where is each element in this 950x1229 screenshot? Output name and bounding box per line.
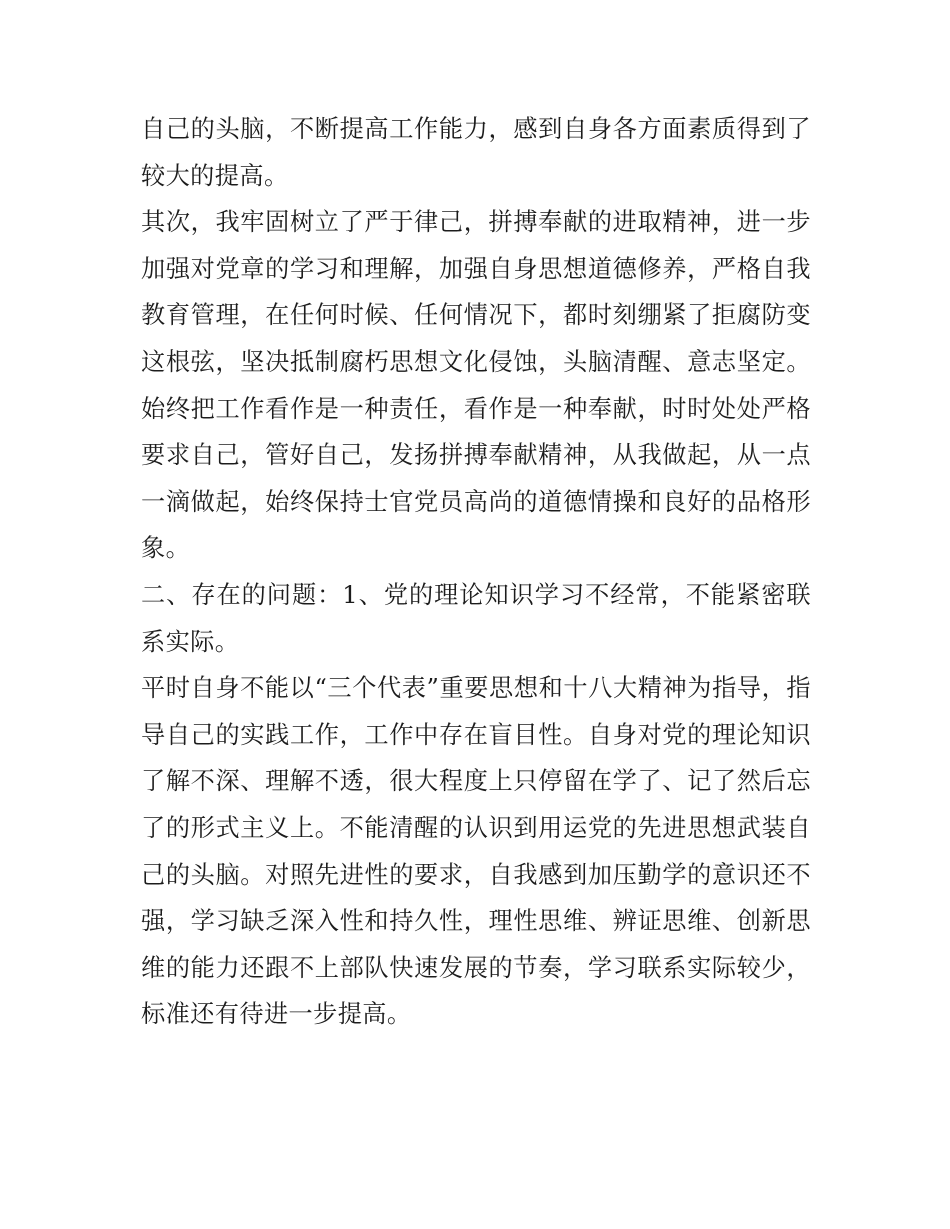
- text-line: 维的能力还跟不上部队快速发展的节奏，学习联系实际较少，: [141, 953, 811, 982]
- text-line: 标准还有待进一步提高。: [141, 1000, 412, 1029]
- text-line: 始终把工作看作是一种责任，看作是一种奉献，时时处处严格: [141, 394, 811, 423]
- text-line: 象。: [141, 534, 191, 563]
- text-line: 一滴做起，始终保持士官党员高尚的道德情操和良好的品格形: [141, 487, 811, 516]
- text-line: 其次，我牢固树立了严于律己，拼搏奉献的进取精神，进一步: [141, 208, 811, 237]
- text-line: 己的头脑。对照先进性的要求，自我感到加压勤学的意识还不: [141, 860, 811, 889]
- text-line: 要求自己，管好自己，发扬拼搏奉献精神，从我做起，从一点: [141, 441, 811, 470]
- document-body: [141, 106, 811, 1038]
- text-line: 导自己的实践工作，工作中存在盲目性。自身对党的理论知识: [141, 720, 811, 749]
- text-line: 了解不深、理解不透，很大程度上只停留在学了、记了然后忘: [141, 767, 811, 796]
- text-line: 加强对党章的学习和理解，加强自身思想道德修养，严格自我: [141, 254, 811, 283]
- text-line: 较大的提高。: [141, 161, 289, 190]
- text-line: 强，学习缺乏深入性和持久性，理性思维、辨证思维、创新思: [141, 907, 811, 936]
- text-line: 二、存在的问题：1、党的理论知识学习不经常，不能紧密联: [141, 580, 811, 609]
- text-line: 教育管理，在任何时候、任何情况下，都时刻绷紧了拒腐防变: [141, 301, 811, 330]
- text-line: 自己的头脑，不断提高工作能力，感到自身各方面素质得到了: [141, 115, 811, 143]
- text-line: 了的形式主义上。不能清醒的认识到用运党的先进思想武装自: [141, 813, 811, 842]
- text-line: 这根弦，坚决抵制腐朽思想文化侵蚀，头脑清醒、意志坚定。: [141, 347, 811, 376]
- text-line: 系实际。: [141, 627, 240, 656]
- text-line: 平时自身不能以“三个代表”重要思想和十八大精神为指导，指: [141, 674, 811, 703]
